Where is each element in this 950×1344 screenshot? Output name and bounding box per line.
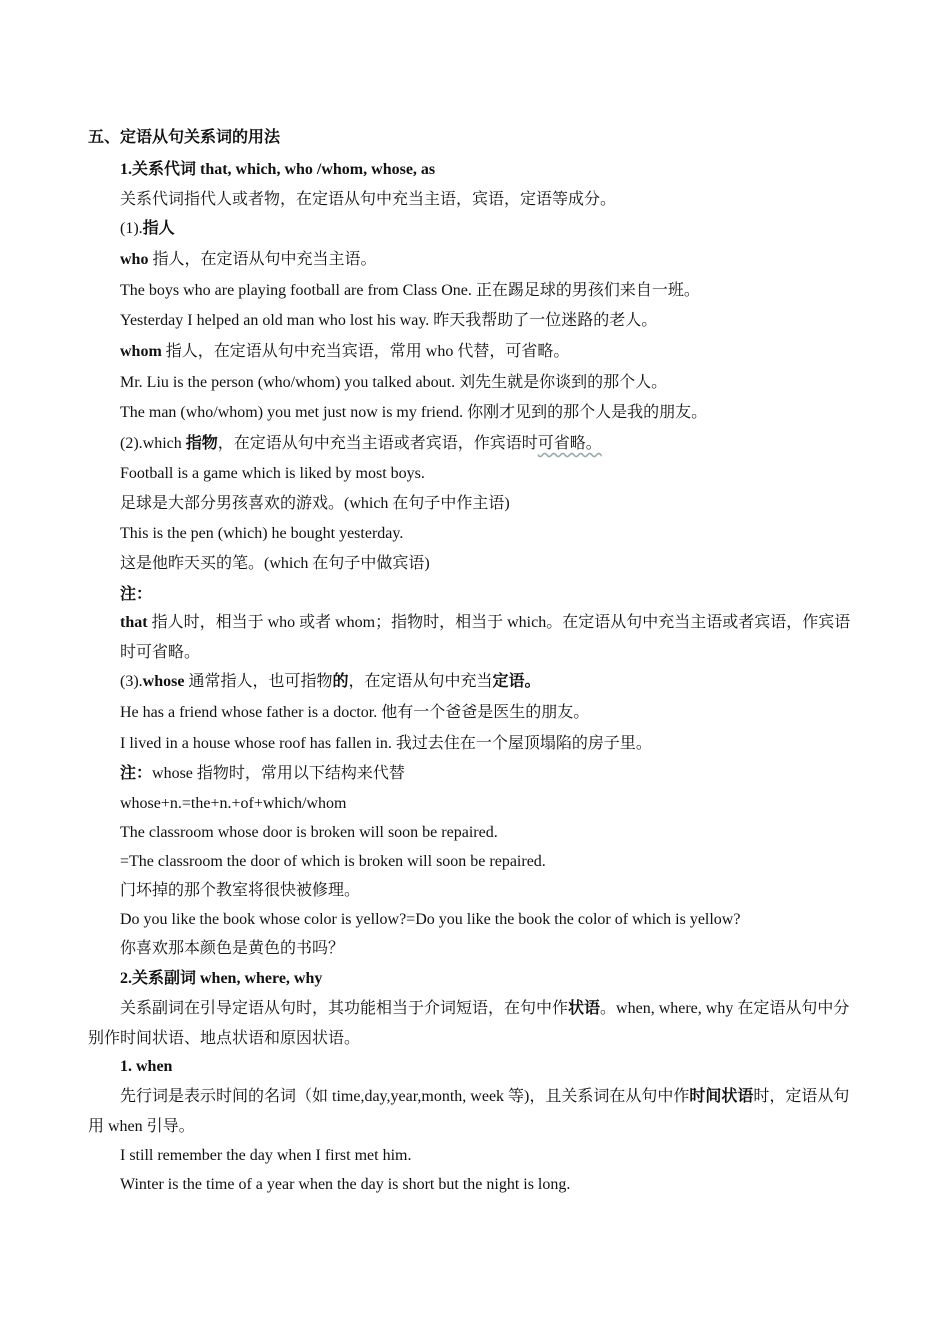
- who-rule: [120, 245, 376, 275]
- point-2-description: ，在定语从句中充当主语或者宾语，作宾语时: [217, 435, 538, 452]
- example-7: He has a friend whose father is a doctor. 他有一个爸爸是医生的朋友。: [120, 704, 590, 721]
- that-rule: [120, 608, 865, 668]
- note-2-label: 注：: [120, 765, 153, 782]
- example-10-translation: 你喜欢那本颜色是黄色的书吗？: [120, 940, 345, 957]
- whom-description: 指人，在定语从句中充当宾语，常用 who 代替，可省略。: [161, 343, 570, 360]
- adverbs-intro-a: 关系副词在引导定语从句时，其功能相当于介词短语，在句中作: [120, 1000, 569, 1017]
- whose-formula: whose+n.=the+n.+of+which/whom: [120, 795, 347, 812]
- point-1-heading: [120, 214, 175, 244]
- note-label: 注：: [120, 586, 153, 603]
- whom-keyword: whom: [120, 343, 162, 360]
- note-2-text: whose 指物时，常用以下结构来代替: [152, 765, 405, 782]
- note-2: [120, 759, 405, 789]
- point-3-description-2: ，在定语从句中充当: [348, 673, 493, 690]
- point-2-omit-note: 可省略。: [537, 435, 602, 452]
- when-rule-b: 时，定语从句用 when 引导。: [88, 1088, 850, 1135]
- example-9-translation: 门坏掉的那个教室将很快被修理。: [120, 882, 361, 899]
- adverbs-intro-b: 。when, where, why 在定语从句中分别作时间状语、地点状语和原因状语。: [88, 1000, 850, 1047]
- point-2-heading: [120, 429, 602, 459]
- pronouns-intro: 关系代词指代人或者物，在定语从句中充当主语，宾语，定语等成分。: [120, 191, 617, 208]
- adverbs-intro-bold: 状语: [568, 1000, 601, 1017]
- who-keyword: who: [120, 251, 149, 268]
- when-rule-a: 先行词是表示时间的名词（如 time,day,year,month, week 等)，且关系词在从句中作: [120, 1088, 690, 1105]
- when-rule: [88, 1082, 858, 1142]
- that-description: 指人时，相当于 who 或者 whom；指物时，相当于 which。在定语从句中充当主语或者宾语，作宾语时可省略。: [120, 614, 851, 661]
- point-1-label: 指人: [142, 220, 175, 237]
- when-heading: 1. when: [120, 1058, 173, 1075]
- example-3: Mr. Liu is the person (who/whom) you talked about. 刘先生就是你谈到的那个人。: [120, 374, 668, 391]
- example-8: I lived in a house whose roof has fallen in. 我过去住在一个屋顶塌陷的房子里。: [120, 735, 652, 752]
- point-3-de: 的: [332, 673, 349, 690]
- example-10: Do you like the book whose color is yellow?=Do you like the book the color of which is yellow?: [120, 911, 741, 928]
- point-3-heading: [120, 667, 541, 697]
- point-3-prefix: (3).: [120, 673, 143, 690]
- when-rule-bold: 时间状语: [689, 1088, 754, 1105]
- example-1: The boys who are playing football are from Class One. 正在踢足球的男孩们来自一班。: [120, 282, 700, 299]
- subsection-heading-adverbs: 2.关系副词 when, where, why: [120, 970, 323, 987]
- subsection-heading-pronouns: 1.关系代词 that, which, who /whom, whose, as: [120, 161, 436, 178]
- point-1-prefix: (1).: [120, 220, 143, 237]
- example-5: Football is a game which is liked by most boys.: [120, 465, 425, 482]
- point-3-whose: whose: [142, 673, 185, 690]
- point-3-attributive: 定语。: [492, 673, 541, 690]
- example-6: This is the pen (which) he bought yesterday.: [120, 525, 404, 542]
- who-description: 指人，在定语从句中充当主语。: [148, 251, 377, 268]
- adverbs-intro: [88, 994, 858, 1054]
- example-4: The man (who/whom) you met just now is my friend. 你刚才见到的那个人是我的朋友。: [120, 404, 708, 421]
- example-2: Yesterday I helped an old man who lost his way. 昨天我帮助了一位迷路的老人。: [120, 312, 658, 329]
- example-6-translation: 这是他昨天买的笔。(which 在句子中做宾语): [120, 555, 430, 572]
- point-2-label: 指物: [185, 435, 218, 452]
- that-keyword: that: [120, 614, 148, 631]
- example-9: The classroom whose door is broken will soon be repaired.: [120, 824, 498, 841]
- when-example-1: I still remember the day when I first met him.: [120, 1147, 412, 1164]
- example-9-rewrite: =The classroom the door of which is broken will soon be repaired.: [120, 853, 546, 870]
- section-title: 五、定语从句关系词的用法: [88, 129, 281, 146]
- when-example-2: Winter is the time of a year when the day is short but the night is long.: [120, 1176, 571, 1193]
- example-5-translation: 足球是大部分男孩喜欢的游戏。(which 在句子中作主语): [120, 495, 510, 512]
- point-3-description-1: 通常指人，也可指物: [184, 673, 333, 690]
- point-2-prefix: (2).which: [120, 435, 186, 452]
- whom-rule: [120, 337, 569, 367]
